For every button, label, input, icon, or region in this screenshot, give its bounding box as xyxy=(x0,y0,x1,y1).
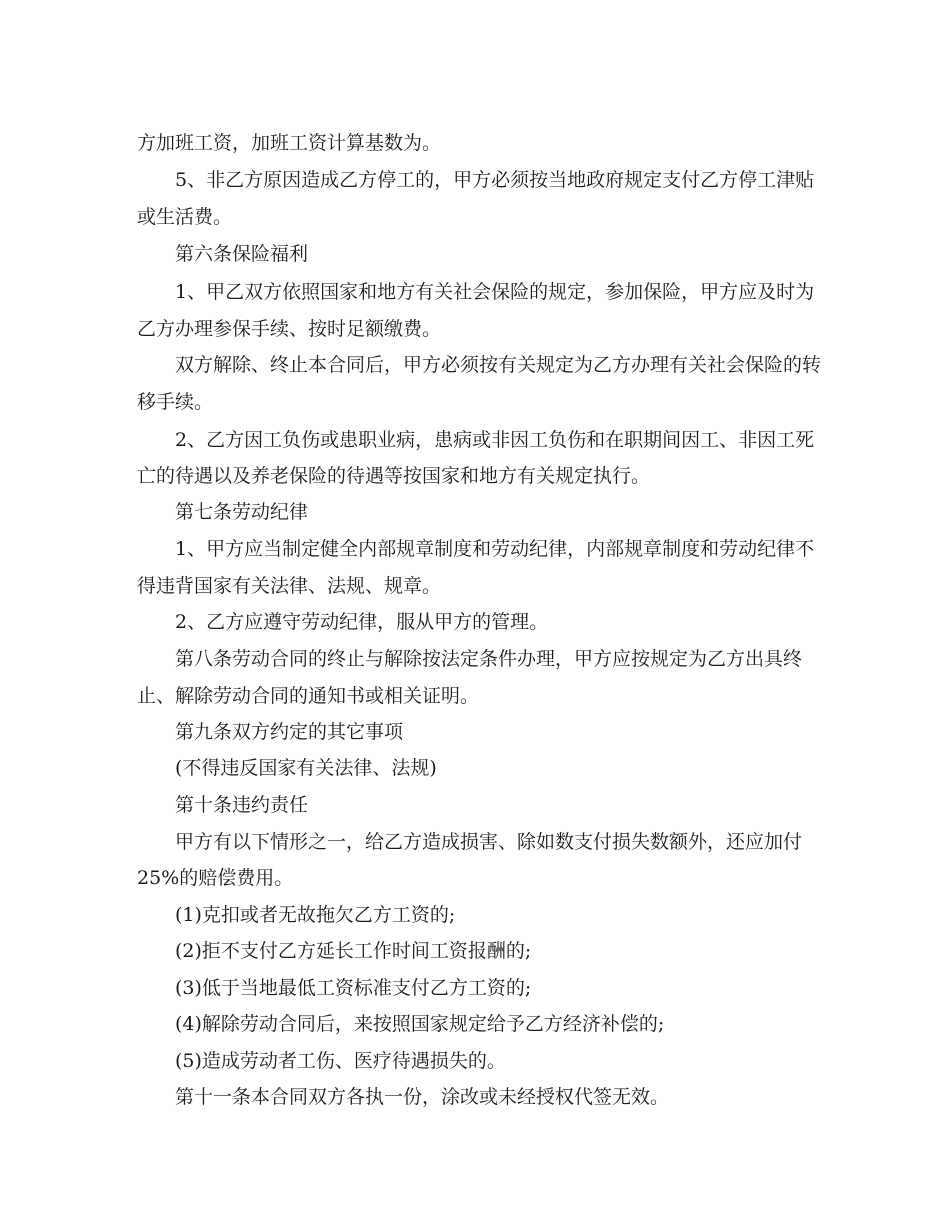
text-line-6: 乙方办理参保手续、按时足额缴费。 xyxy=(137,318,442,340)
section-heading-9: 第九条双方约定的其它事项 xyxy=(175,721,404,743)
section-heading-11: 第十一条本合同双方各执一份，涂改或未经授权代签无效。 xyxy=(175,1086,670,1108)
text-line-9: 2、乙方因工负伤或患职业病，患病或非因工负伤和在职期间因工、非因工死 xyxy=(175,429,815,451)
text-line-20: 甲方有以下情形之一，给乙方造成损害、除如数支付损失数额外，还应加付 xyxy=(175,831,803,853)
text-line-1: 方加班工资，加班工资计算基数为。 xyxy=(137,132,442,154)
section-heading-10: 第十条违约责任 xyxy=(175,794,309,816)
text-line-16: 止、解除劳动合同的通知书或相关证明。 xyxy=(137,685,480,707)
text-line-7: 双方解除、终止本合同后，甲方必须按有关规定为乙方办理有关社会保险的转 xyxy=(175,354,822,376)
text-line-14: 2、乙方应遵守劳动纪律，服从甲方的管理。 xyxy=(175,611,549,633)
text-line-3: 或生活费。 xyxy=(137,206,233,228)
section-heading-6: 第六条保险福利 xyxy=(175,243,309,265)
list-item-2: (2)拒不支付乙方延长工作时间工资报酬的; xyxy=(175,940,532,962)
text-line-2: 5、非乙方原因造成乙方停工的，甲方必须按当地政府规定支付乙方停工津贴 xyxy=(175,169,815,191)
text-line-8: 移手续。 xyxy=(137,391,214,413)
list-item-5: (5)造成劳动者工伤、医疗待遇损失的。 xyxy=(175,1050,506,1072)
list-item-1: (1)克扣或者无故拖欠乙方工资的; xyxy=(175,904,456,926)
section-heading-8: 第八条劳动合同的终止与解除按法定条件办理，甲方应按规定为乙方出具终 xyxy=(175,648,803,670)
text-line-5: 1、甲乙双方依照国家和地方有关社会保险的规定，参加保险，甲方应及时为 xyxy=(175,281,815,303)
list-item-3: (3)低于当地最低工资标准支付乙方工资的; xyxy=(175,977,532,999)
list-item-4: (4)解除劳动合同后，来按照国家规定给予乙方经济补偿的; xyxy=(175,1013,665,1035)
text-line-13: 得违背国家有关法律、法规、规章。 xyxy=(137,575,442,597)
text-line-21: 25%的赔偿费用。 xyxy=(137,867,294,889)
text-line-18: (不得违反国家有关法律、法规) xyxy=(175,757,437,779)
text-line-10: 亡的待遇以及养老保险的待遇等按国家和地方有关规定执行。 xyxy=(137,465,651,487)
section-heading-7: 第七条劳动纪律 xyxy=(175,501,309,523)
text-line-12: 1、甲方应当制定健全内部规章制度和劳动纪律，内部规章制度和劳动纪律不 xyxy=(175,538,815,560)
